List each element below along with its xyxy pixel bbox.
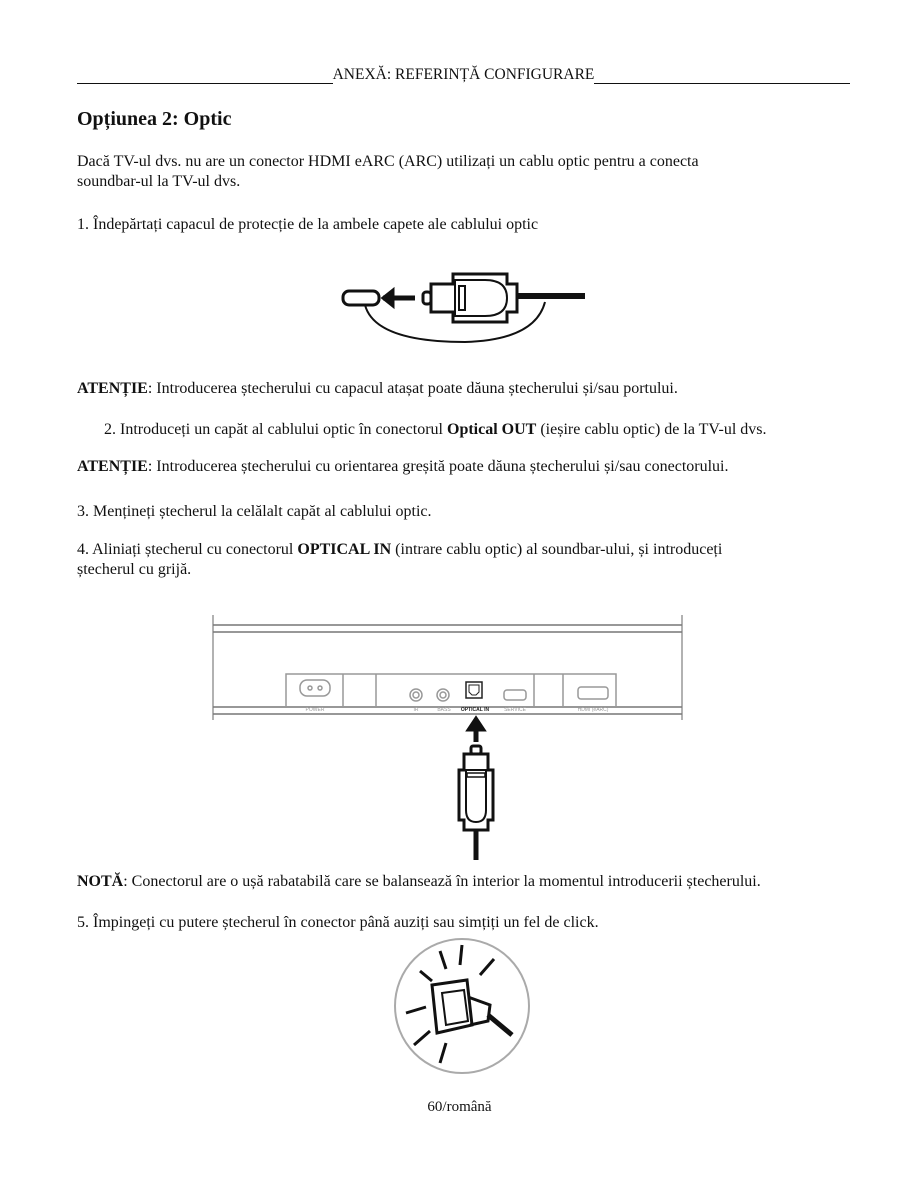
- step-4-line2: ștecherul cu grijă.: [77, 561, 192, 578]
- cap-removal-illustration: [335, 262, 595, 352]
- power-label: POWER: [305, 707, 325, 713]
- bass-label: BASS: [437, 707, 451, 713]
- ir-label: IR: [413, 707, 419, 713]
- service-label: SERVICE: [504, 707, 526, 713]
- step-1: 1. Îndepărtați capacul de protecție de la ambele capete ale cablului optic: [77, 216, 539, 233]
- optical-in-label: OPTICAL IN: [460, 707, 490, 713]
- step-3: 3. Mențineți ștecherul la celălalt capăt al cablului optic.: [77, 503, 432, 520]
- page-header: [77, 66, 850, 84]
- note: NOTĂ: Conectorul are o ușă rabatabilă care se balansează în interior la momentul introducerii ștecherului.: [77, 873, 761, 890]
- soundbar-panel-illustration: [210, 610, 690, 860]
- step-5: 5. Împingeți cu putere ștecherul în conector până auziți sau simțiți un fel de click.: [77, 914, 599, 931]
- caution-1: ATENȚIE: Introducerea ștecherului cu capacul atașat poate dăuna ștecherului și/sau portului.: [77, 380, 678, 397]
- page-footer: 60/română: [427, 1099, 492, 1115]
- hdmi-label: HDMI (eARC): [577, 707, 609, 713]
- section-heading: Opțiunea 2: Optic: [77, 108, 232, 130]
- caution-2: ATENȚIE: Introducerea ștecherului cu orientarea greșită poate dăuna ștecherului și/sau conectorului.: [77, 458, 729, 475]
- intro-line2: soundbar-ul la TV-ul dvs.: [77, 173, 241, 190]
- step-2: 2. Introduceți un capăt al cablului optic în conectorul Optical OUT (ieșire cablu optic) de la TV-ul dvs.: [104, 421, 767, 438]
- step-4: 4. Aliniați ștecherul cu conectorul OPTICAL IN (intrare cablu optic) al soundbar-ului, și introduceți: [77, 541, 723, 558]
- header-title: ANEXĂ: REFERINȚĂ CONFIGURARE: [332, 66, 595, 83]
- intro-line1: Dacă TV-ul dvs. nu are un conector HDMI eARC (ARC) utilizați un cablu optic pentru a conecta: [77, 153, 699, 170]
- click-illustration: [392, 935, 532, 1077]
